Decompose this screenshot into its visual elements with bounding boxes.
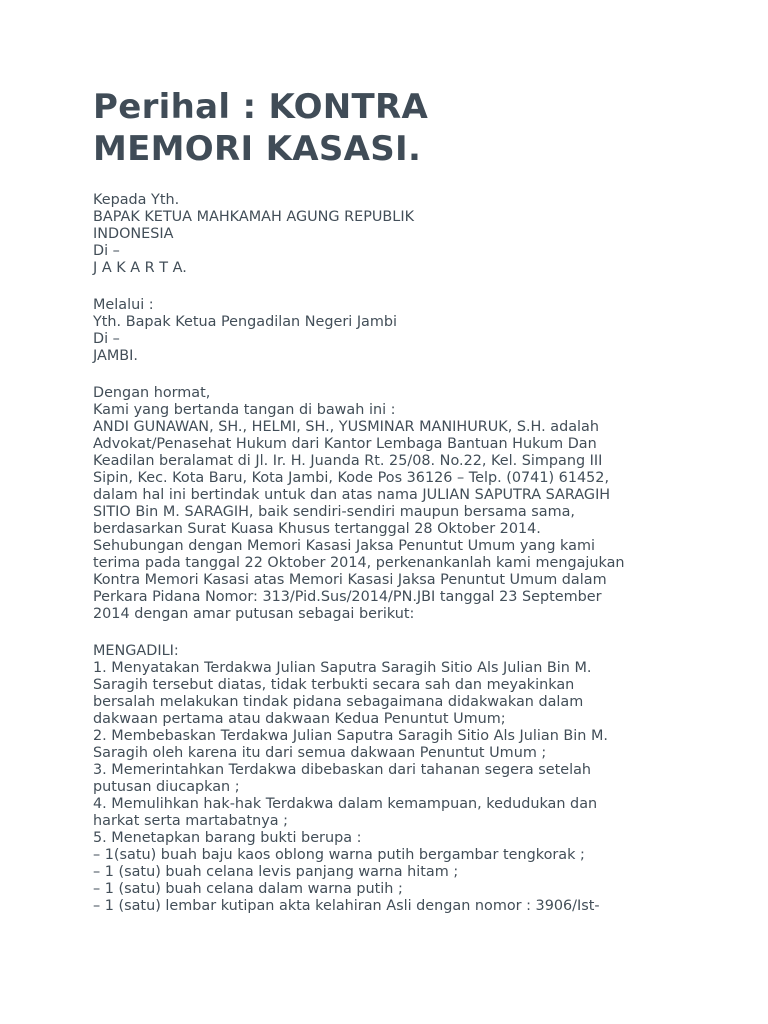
- body-line: Sipin, Kec. Kota Baru, Kota Jambi, Kode Pos 36126 – Telp. (0741) 61452,: [93, 470, 610, 486]
- address-line: Kepada Yth.: [93, 192, 180, 208]
- verdict-heading: MENGADILI:: [93, 643, 179, 659]
- title-line: Perihal : KONTRA: [93, 87, 429, 127]
- body-line: Sehubungan dengan Memori Kasasi Jaksa Penuntut Umum yang kami: [93, 538, 595, 554]
- body-line: Keadilan beralamat di Jl. Ir. H. Juanda Rt. 25/08. No.22, Kel. Simpang III: [93, 453, 603, 469]
- document-page: [93, 86, 693, 915]
- body-line: Dengan hormat,: [93, 385, 211, 401]
- address-block: [93, 192, 693, 277]
- via-line: Di –: [93, 331, 120, 347]
- verdict-line: Saragih tersebut diatas, tidak terbukti secara sah dan meyakinkan: [93, 677, 575, 693]
- address-line: J A K A R T A.: [93, 260, 187, 276]
- address-line: BAPAK KETUA MAHKAMAH AGUNG REPUBLIK: [93, 209, 415, 225]
- body-line: Advokat/Penasehat Hukum dari Kantor Lembaga Bantuan Hukum Dan: [93, 436, 597, 452]
- body-line: terima pada tanggal 22 Oktober 2014, perkenankanlah kami mengajukan: [93, 555, 625, 571]
- body-line: 2014 dengan amar putusan sebagai berikut:: [93, 606, 415, 622]
- via-line: Melalui :: [93, 297, 154, 313]
- body-block: [93, 385, 693, 623]
- verdict-line: 3. Memerintahkan Terdakwa dibebaskan dari tahanan segera setelah: [93, 762, 592, 778]
- evidence-item: – 1 (satu) buah celana dalam warna putih ;: [93, 881, 403, 897]
- document-title: [93, 86, 693, 170]
- evidence-item: – 1(satu) buah baju kaos oblong warna putih bergambar tengkorak ;: [93, 847, 585, 863]
- body-line: Perkara Pidana Nomor: 313/Pid.Sus/2014/PN.JBI tanggal 23 September: [93, 589, 602, 605]
- verdict-line: harkat serta martabatnya ;: [93, 813, 288, 829]
- verdict-line: putusan diucapkan ;: [93, 779, 240, 795]
- via-line: Yth. Bapak Ketua Pengadilan Negeri Jambi: [93, 314, 398, 330]
- body-line: Kami yang bertanda tangan di bawah ini :: [93, 402, 396, 418]
- evidence-item: – 1 (satu) buah celana levis panjang warna hitam ;: [93, 864, 459, 880]
- verdict-line: 5. Menetapkan barang bukti berupa :: [93, 830, 362, 846]
- body-line: Kontra Memori Kasasi atas Memori Kasasi Jaksa Penuntut Umum dalam: [93, 572, 607, 588]
- address-line: Di –: [93, 243, 120, 259]
- verdict-line: bersalah melakukan tindak pidana sebagaimana didakwakan dalam: [93, 694, 584, 710]
- verdict-block: [93, 643, 693, 915]
- evidence-item: – 1 (satu) lembar kutipan akta kelahiran Asli dengan nomor : 3906/Ist-: [93, 898, 600, 914]
- verdict-line: Saragih oleh karena itu dari semua dakwaan Penuntut Umum ;: [93, 745, 547, 761]
- verdict-line: 4. Memulihkan hak-hak Terdakwa dalam kemampuan, kedudukan dan: [93, 796, 598, 812]
- body-line: berdasarkan Surat Kuasa Khusus tertanggal 28 Oktober 2014.: [93, 521, 541, 537]
- verdict-line: dakwaan pertama atau dakwaan Kedua Penuntut Umum;: [93, 711, 506, 727]
- address-line: INDONESIA: [93, 226, 174, 242]
- via-block: [93, 297, 693, 365]
- body-line: SITIO Bin M. SARAGIH, baik sendiri-sendiri maupun bersama sama,: [93, 504, 575, 520]
- verdict-line: 2. Membebaskan Terdakwa Julian Saputra Saragih Sitio Als Julian Bin M.: [93, 728, 608, 744]
- via-line: JAMBI.: [93, 348, 138, 364]
- body-line: dalam hal ini bertindak untuk dan atas nama JULIAN SAPUTRA SARAGIH: [93, 487, 611, 503]
- title-line: MEMORI KASASI.: [93, 129, 422, 169]
- body-line: ANDI GUNAWAN, SH., HELMI, SH., YUSMINAR MANIHURUK, S.H. adalah: [93, 419, 599, 435]
- verdict-line: 1. Menyatakan Terdakwa Julian Saputra Saragih Sitio Als Julian Bin M.: [93, 660, 592, 676]
